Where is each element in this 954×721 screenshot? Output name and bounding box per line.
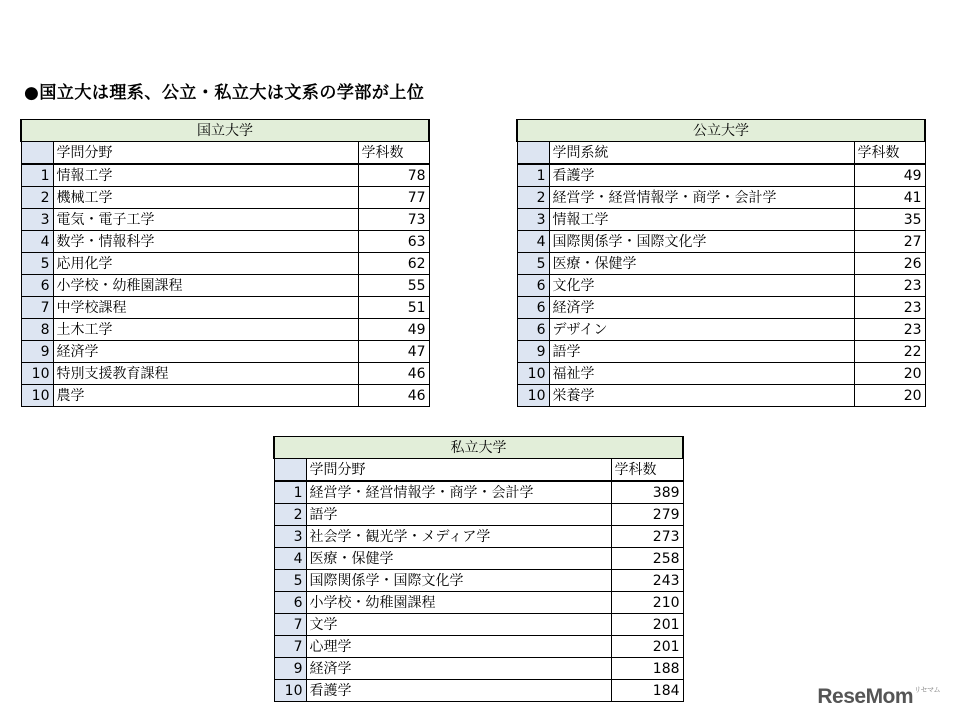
count-cell: 26: [854, 253, 925, 275]
count-cell: 51: [358, 297, 429, 319]
rank-column-header: [274, 459, 306, 482]
field-name-cell: デザイン: [549, 319, 854, 341]
rank-cell: 4: [274, 548, 306, 570]
count-cell: 201: [611, 614, 683, 636]
table-row: [517, 341, 925, 363]
rank-cell: 10: [274, 680, 306, 702]
field-name-cell: 小学校・幼稚園課程: [306, 592, 611, 614]
table-row: [274, 548, 683, 570]
table-row: [21, 341, 429, 363]
rank-cell: 2: [21, 187, 53, 209]
table-row: [21, 231, 429, 253]
count-cell: 184: [611, 680, 683, 702]
count-cell: 20: [854, 363, 925, 385]
field-name-cell: 機械工学: [53, 187, 358, 209]
count-cell: 188: [611, 658, 683, 680]
table-row: [274, 570, 683, 592]
count-cell: 23: [854, 319, 925, 341]
count-cell: 20: [854, 385, 925, 407]
count-cell: 62: [358, 253, 429, 275]
count-cell: 258: [611, 548, 683, 570]
count-cell: 41: [854, 187, 925, 209]
rank-cell: 6: [21, 275, 53, 297]
count-cell: 22: [854, 341, 925, 363]
field-name-cell: 数学・情報科学: [53, 231, 358, 253]
table-row: [517, 275, 925, 297]
rank-cell: 10: [21, 363, 53, 385]
count-column-header: 学科数: [358, 142, 429, 165]
field-name-cell: 心理学: [306, 636, 611, 658]
rank-cell: 3: [21, 209, 53, 231]
count-cell: 78: [358, 164, 429, 187]
field-name-cell: 社会学・観光学・メディア学: [306, 526, 611, 548]
rank-cell: 1: [21, 164, 53, 187]
table-row: [21, 385, 429, 407]
rank-cell: 6: [274, 592, 306, 614]
rank-cell: 6: [517, 297, 549, 319]
count-cell: 46: [358, 363, 429, 385]
table-row: [517, 164, 925, 187]
table-row: [21, 164, 429, 187]
resemom-logo: ReseMom$^{リセマム}$: [817, 685, 940, 708]
count-cell: 243: [611, 570, 683, 592]
field-name-cell: 中学校課程: [53, 297, 358, 319]
count-cell: 46: [358, 385, 429, 407]
rank-cell: 7: [274, 636, 306, 658]
count-cell: 23: [854, 275, 925, 297]
rank-cell: 9: [21, 341, 53, 363]
table-row: [274, 526, 683, 548]
field-name-cell: 看護学: [549, 164, 854, 187]
rank-column-header: [517, 142, 549, 165]
field-name-cell: 経済学: [306, 658, 611, 680]
rank-cell: 4: [21, 231, 53, 253]
table-row: [21, 187, 429, 209]
field-name-cell: 福祉学: [549, 363, 854, 385]
rank-cell: 4: [517, 231, 549, 253]
table-row: [21, 275, 429, 297]
count-cell: 77: [358, 187, 429, 209]
rank-cell: 6: [517, 319, 549, 341]
field-name-cell: 電気・電子工学: [53, 209, 358, 231]
table-row: [517, 231, 925, 253]
count-cell: 201: [611, 636, 683, 658]
page-title: ●国立大は理系、公立・私立大は文系の学部が上位: [24, 83, 425, 103]
field-name-cell: 農学: [53, 385, 358, 407]
field-name-cell: 情報工学: [53, 164, 358, 187]
count-cell: 35: [854, 209, 925, 231]
rank-cell: 10: [21, 385, 53, 407]
private-university-table: [273, 436, 684, 702]
field-name-cell: 小学校・幼稚園課程: [53, 275, 358, 297]
field-column-header: 学問分野: [306, 459, 611, 482]
public-university-table: [516, 119, 926, 407]
field-name-cell: 語学: [549, 341, 854, 363]
table-row: [274, 658, 683, 680]
rank-cell: 5: [21, 253, 53, 275]
count-cell: 55: [358, 275, 429, 297]
count-cell: 273: [611, 526, 683, 548]
table-row: [517, 319, 925, 341]
rank-cell: 6: [517, 275, 549, 297]
table-row: [517, 209, 925, 231]
rank-cell: 1: [274, 481, 306, 504]
table-row: [517, 363, 925, 385]
field-name-cell: 応用化学: [53, 253, 358, 275]
field-column-header: 学問系統: [549, 142, 854, 165]
rank-cell: 5: [274, 570, 306, 592]
rank-cell: 2: [517, 187, 549, 209]
field-name-cell: 医療・保健学: [549, 253, 854, 275]
field-name-cell: 経済学: [549, 297, 854, 319]
national-university-table: [20, 119, 430, 407]
table-row: [274, 592, 683, 614]
rank-cell: 3: [274, 526, 306, 548]
count-cell: 49: [358, 319, 429, 341]
field-name-cell: 国際関係学・国際文化学: [306, 570, 611, 592]
count-cell: 210: [611, 592, 683, 614]
table-row: [21, 297, 429, 319]
count-cell: 63: [358, 231, 429, 253]
count-cell: 23: [854, 297, 925, 319]
table-row: [517, 187, 925, 209]
rank-cell: 9: [274, 658, 306, 680]
count-column-header: 学科数: [611, 459, 683, 482]
rank-cell: 9: [517, 341, 549, 363]
table-row: [274, 636, 683, 658]
rank-column-header: [21, 142, 53, 165]
field-name-cell: 経営学・経営情報学・商学・会計学: [549, 187, 854, 209]
field-name-cell: 文学: [306, 614, 611, 636]
table-header-row: [21, 120, 429, 142]
count-cell: 27: [854, 231, 925, 253]
table-row: [21, 363, 429, 385]
rank-cell: 7: [274, 614, 306, 636]
table-header-row: [274, 437, 683, 459]
column-header-row: [274, 459, 683, 482]
rank-cell: 7: [21, 297, 53, 319]
field-name-cell: 経営学・経営情報学・商学・会計学: [306, 481, 611, 504]
table-row: [274, 680, 683, 702]
table-row: [517, 253, 925, 275]
rank-cell: 5: [517, 253, 549, 275]
column-header-row: [517, 142, 925, 165]
count-cell: 73: [358, 209, 429, 231]
table-row: [21, 253, 429, 275]
table-title: 国立大学: [21, 120, 429, 142]
field-name-cell: 情報工学: [549, 209, 854, 231]
field-name-cell: 経済学: [53, 341, 358, 363]
count-cell: 47: [358, 341, 429, 363]
field-name-cell: 看護学: [306, 680, 611, 702]
rank-cell: 8: [21, 319, 53, 341]
rank-cell: 10: [517, 385, 549, 407]
column-header-row: [21, 142, 429, 165]
field-name-cell: 文化学: [549, 275, 854, 297]
count-column-header: 学科数: [854, 142, 925, 165]
table-title: 公立大学: [517, 120, 925, 142]
field-name-cell: 栄養学: [549, 385, 854, 407]
field-name-cell: 医療・保健学: [306, 548, 611, 570]
table-row: [517, 297, 925, 319]
count-cell: 389: [611, 481, 683, 504]
field-name-cell: 国際関係学・国際文化学: [549, 231, 854, 253]
table-row: [517, 385, 925, 407]
rank-cell: 3: [517, 209, 549, 231]
field-name-cell: 土木工学: [53, 319, 358, 341]
table-row: [274, 504, 683, 526]
count-cell: 279: [611, 504, 683, 526]
field-name-cell: 特別支援教育課程: [53, 363, 358, 385]
table-title: 私立大学: [274, 437, 683, 459]
rank-cell: 1: [517, 164, 549, 187]
field-column-header: 学問分野: [53, 142, 358, 165]
table-row: [274, 481, 683, 504]
field-name-cell: 語学: [306, 504, 611, 526]
table-row: [21, 209, 429, 231]
table-row: [274, 614, 683, 636]
table-row: [21, 319, 429, 341]
count-cell: 49: [854, 164, 925, 187]
table-header-row: [517, 120, 925, 142]
rank-cell: 10: [517, 363, 549, 385]
rank-cell: 2: [274, 504, 306, 526]
